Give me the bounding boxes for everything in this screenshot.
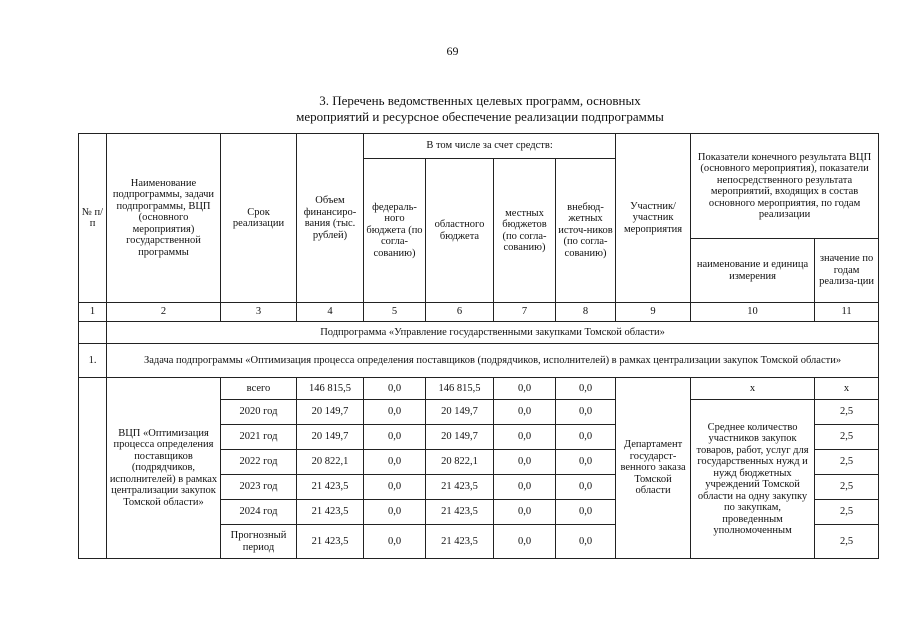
row-term: 2020 год — [221, 400, 297, 425]
header-extra: внебюд-жетных источ-ников (по согла-сованию) — [556, 159, 616, 303]
row-extra: 0,0 — [556, 450, 616, 475]
subprogram-title: Подпрограмма «Управление государственными закупками Томской области» — [107, 322, 879, 344]
col-number-3: 3 — [221, 303, 297, 322]
row-extra: 0,0 — [556, 500, 616, 525]
header-indicator-name: наименование и единица измерения — [691, 239, 815, 303]
row-local: 0,0 — [494, 500, 556, 525]
row-regional: 146 815,5 — [426, 378, 494, 400]
programs-table — [78, 133, 879, 559]
row-term: 2021 год — [221, 425, 297, 450]
row-regional: 21 423,5 — [426, 500, 494, 525]
row-term: 2024 год — [221, 500, 297, 525]
row-local: 0,0 — [494, 400, 556, 425]
header-local: местных бюджетов (по согла-сованию) — [494, 159, 556, 303]
row-term: 2022 год — [221, 450, 297, 475]
vcp-name: ВЦП «Оптимизация процесса определения поставщиков (подрядчиков, исполнителей) в рамках централизации закупок Томской области» — [107, 378, 221, 559]
row-local: 0,0 — [494, 378, 556, 400]
header-volume: Объем финансиро-вания (тыс. рублей) — [297, 134, 364, 303]
row-value: 2,5 — [815, 500, 879, 525]
row-value: 2,5 — [815, 400, 879, 425]
row-federal: 0,0 — [364, 500, 426, 525]
row-volume: 20 149,7 — [297, 400, 364, 425]
row-volume: 21 423,5 — [297, 500, 364, 525]
row-regional: 20 822,1 — [426, 450, 494, 475]
row-volume: 20 822,1 — [297, 450, 364, 475]
row-federal: 0,0 — [364, 475, 426, 500]
row-regional: 20 149,7 — [426, 425, 494, 450]
row-federal: 0,0 — [364, 425, 426, 450]
header-federal: федераль-ного бюджета (по согла-сованию) — [364, 159, 426, 303]
col-number-8: 8 — [556, 303, 616, 322]
row-local: 0,0 — [494, 425, 556, 450]
row-volume: 20 149,7 — [297, 425, 364, 450]
row-term: 2023 год — [221, 475, 297, 500]
col-number-5: 5 — [364, 303, 426, 322]
page-number: 69 — [446, 44, 459, 58]
header-name: Наименование подпрограммы, задачи подпрограммы, ВЦП (основного мероприятия) государственной программы — [107, 134, 221, 303]
row-federal: 0,0 — [364, 450, 426, 475]
row-extra: 0,0 — [556, 475, 616, 500]
row-indicator-name-total: x — [691, 378, 815, 400]
header-including: В том числе за счет средств: — [364, 134, 616, 159]
header-term: Срок реализации — [221, 134, 297, 303]
table-row — [79, 378, 879, 400]
row-local: 0,0 — [494, 475, 556, 500]
header-num: № п/п — [79, 134, 107, 303]
document-title — [0, 93, 905, 125]
col-number-10: 10 — [691, 303, 815, 322]
col-number-9: 9 — [616, 303, 691, 322]
header-participant: Участник/ участник мероприятия — [616, 134, 691, 303]
row-regional: 21 423,5 — [426, 475, 494, 500]
row-term: всего — [221, 378, 297, 400]
vcp-num-cell — [79, 378, 107, 559]
row-volume: 146 815,5 — [297, 378, 364, 400]
col-number-7: 7 — [494, 303, 556, 322]
vcp-participant: Департамент государст-венного заказа Томской области — [616, 378, 691, 559]
subprogram-num-cell — [79, 322, 107, 344]
row-regional: 21 423,5 — [426, 525, 494, 559]
row-extra: 0,0 — [556, 425, 616, 450]
row-volume: 21 423,5 — [297, 475, 364, 500]
header-indicators: Показатели конечного результата ВЦП (основного мероприятия), показатели непосредственного результата мероприятий, входящих в состав основного мероприятия, по годам реализации — [691, 134, 879, 239]
col-number-6: 6 — [426, 303, 494, 322]
row-federal: 0,0 — [364, 378, 426, 400]
col-number-11: 11 — [815, 303, 879, 322]
col-number-2: 2 — [107, 303, 221, 322]
header-regional: областного бюджета — [426, 159, 494, 303]
row-federal: 0,0 — [364, 525, 426, 559]
header-indicator-value: значение по годам реализа-ции — [815, 239, 879, 303]
row-extra: 0,0 — [556, 525, 616, 559]
row-value: 2,5 — [815, 475, 879, 500]
row-local: 0,0 — [494, 450, 556, 475]
vcp-indicator-name: Среднее количество участников закупок товаров, работ, услуг для государственных нужд и нужд бюджетных учреждений Томской области на одну закупку по закупкам, проведенным уполномоченным — [691, 400, 815, 559]
title-line-2: мероприятий и ресурсное обеспечение реализации подпрограммы — [296, 109, 664, 124]
row-value: 2,5 — [815, 525, 879, 559]
row-volume: 21 423,5 — [297, 525, 364, 559]
row-value: 2,5 — [815, 425, 879, 450]
col-number-4: 4 — [297, 303, 364, 322]
row-value: 2,5 — [815, 450, 879, 475]
row-federal: 0,0 — [364, 400, 426, 425]
title-line-1: 3. Перечень ведомственных целевых программ, основных — [319, 93, 641, 108]
row-value: x — [815, 378, 879, 400]
col-number-1: 1 — [79, 303, 107, 322]
row-local: 0,0 — [494, 525, 556, 559]
row-regional: 20 149,7 — [426, 400, 494, 425]
row-extra: 0,0 — [556, 378, 616, 400]
row-term: Прогнозный период — [221, 525, 297, 559]
row-extra: 0,0 — [556, 400, 616, 425]
task-num: 1. — [79, 344, 107, 378]
task-title: Задача подпрограммы «Оптимизация процесса определения поставщиков (подрядчиков, исполнителей) в рамках централизации закупок Томской области» — [107, 344, 879, 378]
